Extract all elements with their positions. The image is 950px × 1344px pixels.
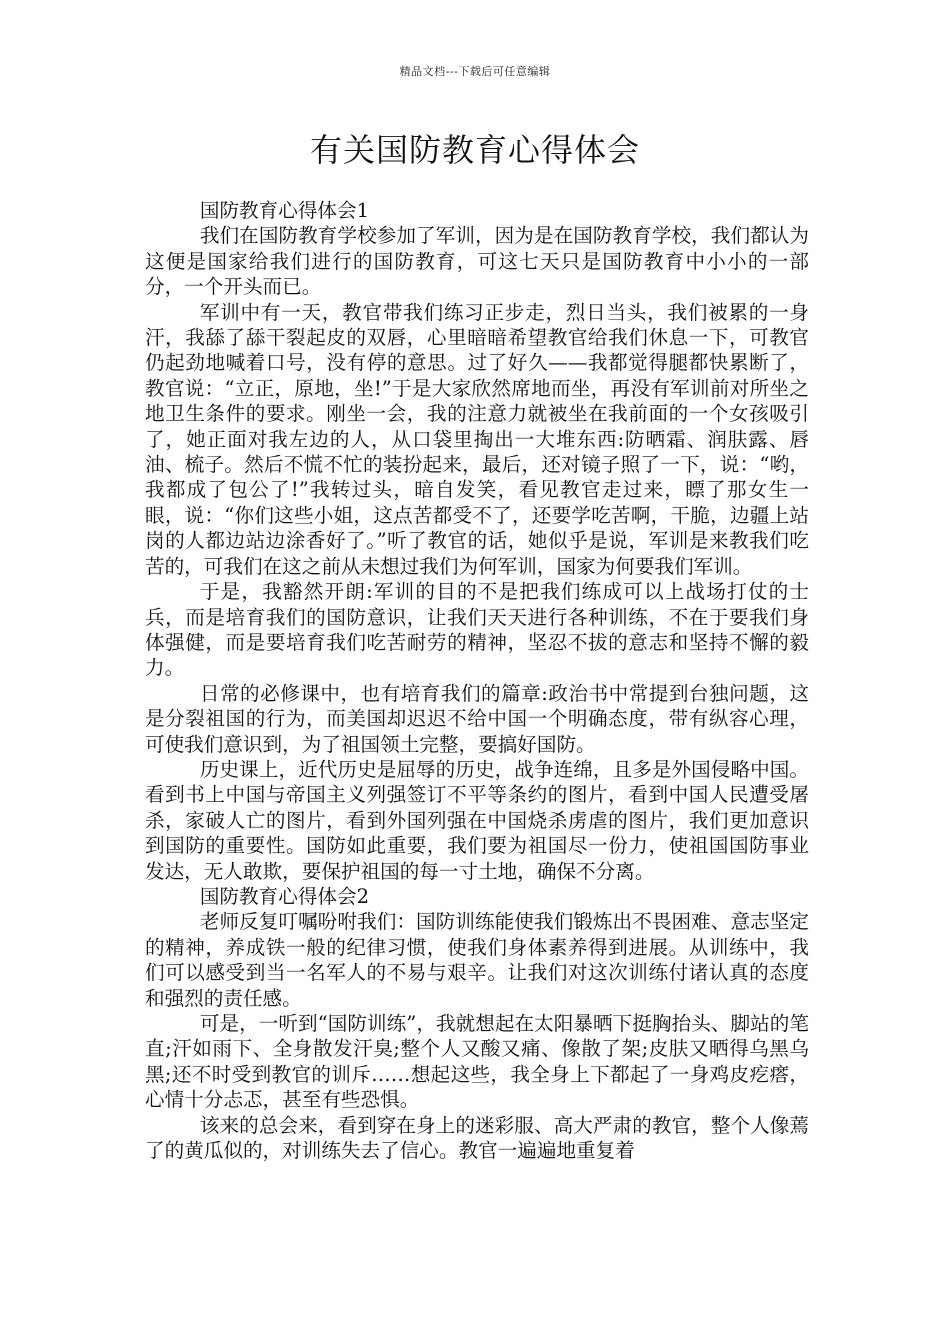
- paragraph: 军训中有一天，教官带我们练习正步走，烈日当头，我们被累的一身汗，我舔了舔干裂起皮的双唇，心里暗暗希望教官给我们休息一下，可教官仍起劲地喊着口号，没有停的意思。过了好久——我都觉得腿都快累断了，教官说：“立正，原地，坐!”于是大家欣然席地而坐，再没有军训前对所坐之地卫生条件的要求。刚坐一会，我的注意力就被坐在我前面的一个女孩吸引了，她正面对我左边的人，从口袋里掏出一大堆东西:防晒霜、润肤露、唇油、梳子。然后不慌不忙的装扮起来，最后，还对镜子照了一下，说：“哟，我都成了包公了!”我转过头，暗自发笑，看见教官走过来，瞟了那女生一眼，说：“你们这些小姐，这点苦都受不了，还要学吃苦啊，干脆，边疆上站岗的人都边站边涂香好了。”听了教官的话，她似乎是说，军训是来教我们吃苦的，可我们在这之前从未想过我们为何军训，国家为何要我们军训。: [145, 300, 809, 578]
- section-heading-1: 国防教育心得体会1: [199, 199, 370, 222]
- paragraph: 我们在国防教育学校参加了军训，因为是在国防教育学校，我们都认为这便是国家给我们进行的国防教育，可这七天只是国防教育中小小的一部分，一个开头而已。: [145, 224, 809, 299]
- paragraph: 该来的总会来，看到穿在身上的迷彩服、高大严肃的教官，整个人像蔫了的黄瓜似的，对训练失去了信心。教官一遍遍地重复着: [145, 1113, 809, 1163]
- paragraph: 于是，我豁然开朗:军训的目的不是把我们练成可以上战场打仗的士兵，而是培育我们的国防意识，让我们天天进行各种训练，不在于要我们身体强健，而是要培育我们吃苦耐劳的精神，坚忍不拔的意志和坚持不懈的毅力。: [145, 580, 809, 680]
- page-header-note: 精品文档---下载后可任意编辑: [399, 65, 551, 78]
- section-heading-2: 国防教育心得体会2: [199, 884, 370, 908]
- document-title: 有关国防教育心得体会: [309, 131, 640, 169]
- paragraph: 日常的必修课中，也有培育我们的篇章:政治书中常提到台独问题，这是分裂祖国的行为，而美国却迟迟不给中国一个明确态度，带有纵容心理，可使我们意识到，为了祖国领土完整，要搞好国防。: [145, 681, 809, 756]
- paragraph: 可是，一听到“国防训练”，我就想起在太阳暴晒下挺胸抬头、脚站的笔直;汗如雨下、全身散发汗臭;整个人又酸又痛、像散了架;皮肤又晒得乌黑乌黑;还不时受到教官的训斥……想起这些，我全身上下都起了一身鸡皮疙瘩，心情十分忐忑，甚至有些恐惧。: [145, 1012, 809, 1112]
- paragraph: 老师反复叮嘱吩咐我们：国防训练能使我们锻炼出不畏困难、意志坚定的精神，养成铁一般的纪律习惯，使我们身体素养得到进展。从训练中，我们可以感受到当一名军人的不易与艰辛。让我们对这次训练付诸认真的态度和强烈的责任感。: [145, 910, 809, 1010]
- document-body: [145, 198, 809, 1163]
- paragraph: 历史课上，近代历史是屈辱的历史，战争连绵，且多是外国侵略中国。看到书上中国与帝国主义列强签订不平等条约的图片，看到中国人民遭受屠杀，家破人亡的图片，看到外国列强在中国烧杀虏虐的图片，我们更加意识到国防的重要性。国防如此重要，我们要为祖国尽一份力，使祖国国防事业发达，无人敢欺，要保护祖国的每一寸土地，确保不分离。: [145, 757, 809, 883]
